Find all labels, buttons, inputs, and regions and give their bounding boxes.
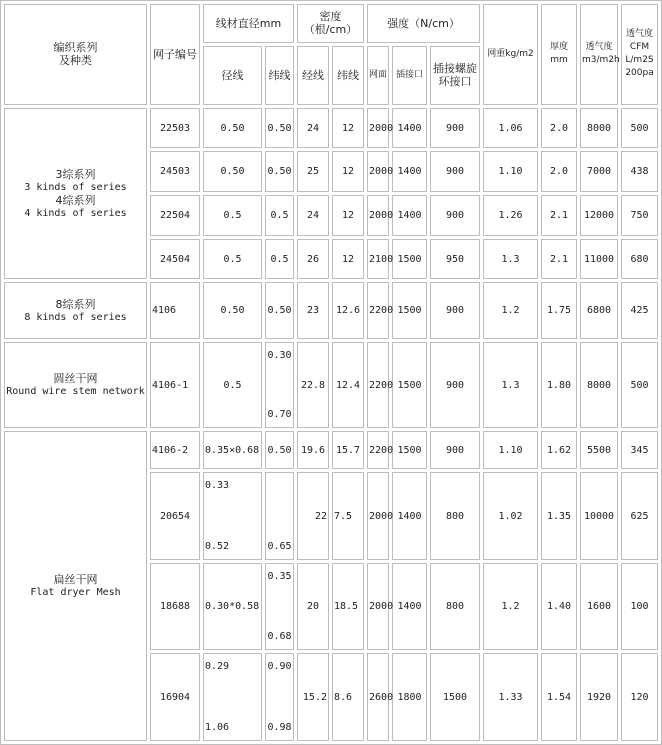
- cell-air: 6800: [580, 282, 618, 339]
- group-label-cn: 圆丝干网: [53, 372, 98, 386]
- cell-cfm: 500: [621, 342, 658, 427]
- cell-strength-joint: 1500: [392, 239, 427, 280]
- group-round-wire: [4, 342, 147, 427]
- cell-warp: 0.30*0.58: [203, 563, 262, 650]
- header-strength-face: 网面: [367, 46, 389, 105]
- cell-weft-a: 0.35: [267, 570, 292, 582]
- cell-density-warp: 20: [297, 563, 329, 650]
- cell-density-warp: 25: [297, 151, 329, 192]
- header-code: 网子编号: [150, 4, 200, 105]
- header-series: 编织系列 及种类: [4, 4, 147, 105]
- cell-strength-spiral: 900: [430, 431, 480, 470]
- cell-thickness: 2.1: [541, 195, 577, 236]
- cell-weft-a: 0.90: [267, 661, 292, 673]
- cell-air: 1600: [580, 563, 618, 650]
- cell-strength-joint: 1400: [392, 151, 427, 192]
- cell-cfm: 625: [621, 472, 658, 559]
- cell-weft-b: 0.68: [267, 631, 292, 643]
- header-density: 密度（根/cm）: [297, 4, 364, 43]
- cell-weight: 1.2: [483, 282, 538, 339]
- group-label-cn: 8综系列: [55, 297, 96, 311]
- cell-weft: 0.50: [265, 151, 294, 192]
- cell-thickness: 2.0: [541, 108, 577, 149]
- header-strength-joint: 插接口: [392, 46, 427, 105]
- table-row: [4, 342, 658, 427]
- cell-density-weft: 7.5: [332, 472, 364, 559]
- cell-density-weft: 12: [332, 151, 364, 192]
- cell-strength-face: 2100: [367, 239, 389, 280]
- group-label-en: 8 kinds of series: [24, 311, 127, 323]
- header-warp-wire: 径线: [203, 46, 262, 105]
- cell-strength-face: 2000: [367, 151, 389, 192]
- cell-warp: 0.5: [203, 342, 262, 427]
- group-label-en: Flat dryer Mesh: [30, 586, 121, 598]
- cell-warp: 0.35×0.68: [203, 431, 262, 470]
- group-label-en: 3 kinds of series: [24, 181, 127, 193]
- cell-strength-spiral: 900: [430, 342, 480, 427]
- group-8-kinds: [4, 282, 147, 339]
- cell-density-warp: 22: [297, 472, 329, 559]
- header-weft-wire: 纬线: [265, 46, 294, 105]
- cell-code: 4106-2: [150, 431, 200, 470]
- cell-weight: 1.33: [483, 653, 538, 741]
- cell-thickness: 2.1: [541, 239, 577, 280]
- cell-weft-pair: [267, 564, 292, 649]
- header-row-1: [4, 4, 658, 43]
- cell-weft-pair: [267, 343, 292, 426]
- cell-strength-joint: 1500: [392, 431, 427, 470]
- cell-air: 12000: [580, 195, 618, 236]
- cell-warp: 0.50: [203, 151, 262, 192]
- cell-warp-pair: [205, 654, 260, 740]
- cell-air: 1920: [580, 653, 618, 741]
- cell-density-warp: 19.6: [297, 431, 329, 470]
- cell-strength-spiral: 950: [430, 239, 480, 280]
- cell-cfm: 425: [621, 282, 658, 339]
- cell-weft: 0.50: [265, 108, 294, 149]
- cell-thickness: 1.35: [541, 472, 577, 559]
- cell-warp: 0.5: [203, 239, 262, 280]
- cell-strength-spiral: 800: [430, 472, 480, 559]
- cell-weight: 1.26: [483, 195, 538, 236]
- cell-code: 18688: [150, 563, 200, 650]
- cell-warp: [203, 653, 262, 741]
- cell-weft: 0.5: [265, 195, 294, 236]
- cell-thickness: 1.54: [541, 653, 577, 741]
- header-air-cfm: 透气度 CFM L/m2S 200pa: [621, 4, 658, 105]
- header-strength: 强度（N/cm）: [367, 4, 480, 43]
- header-weight: 网重kg/m2: [483, 4, 538, 105]
- cell-weft: 0.65: [265, 472, 294, 559]
- cell-strength-joint: 1400: [392, 563, 427, 650]
- cell-cfm: 680: [621, 239, 658, 280]
- group-label-en: Round wire stem network: [6, 386, 145, 398]
- cell-code: 20654: [150, 472, 200, 559]
- cell-thickness: 1.40: [541, 563, 577, 650]
- cell-density-warp: 26: [297, 239, 329, 280]
- cell-density-warp: 24: [297, 108, 329, 149]
- cell-strength-face: 2000: [367, 195, 389, 236]
- group-label-cn: 4综系列: [55, 193, 96, 207]
- cell-strength-spiral: 900: [430, 151, 480, 192]
- cell-density-weft: 12: [332, 195, 364, 236]
- cell-density-warp: 23: [297, 282, 329, 339]
- cell-air: 10000: [580, 472, 618, 559]
- header-strength-spiral: 插接螺旋 环接口: [430, 46, 480, 105]
- cell-density-weft: 12: [332, 239, 364, 280]
- cell-warp: [203, 472, 262, 559]
- cell-strength-spiral: 900: [430, 108, 480, 149]
- cell-weft: 0.50: [265, 282, 294, 339]
- table-row: [4, 431, 658, 470]
- cell-code: 24503: [150, 151, 200, 192]
- cell-code: 4106: [150, 282, 200, 339]
- cell-air: 8000: [580, 342, 618, 427]
- header-density-warp: 经线: [297, 46, 329, 105]
- cell-air: 11000: [580, 239, 618, 280]
- cell-air: 7000: [580, 151, 618, 192]
- cell-density-warp: 24: [297, 195, 329, 236]
- cell-strength-joint: 1400: [392, 195, 427, 236]
- cell-strength-spiral: 800: [430, 563, 480, 650]
- cell-air: 8000: [580, 108, 618, 149]
- cell-strength-joint: 1800: [392, 653, 427, 741]
- cell-cfm: 438: [621, 151, 658, 192]
- cell-density-weft: 12.4: [332, 342, 364, 427]
- cell-strength-face: 2200: [367, 342, 389, 427]
- cell-code: 4106-1: [150, 342, 200, 427]
- group-3-4-kinds: [4, 108, 147, 280]
- cell-density-weft: 8.6: [332, 653, 364, 741]
- cell-code: 22504: [150, 195, 200, 236]
- header-wire-diameter: 线材直径mm: [203, 4, 294, 43]
- group-label-cn: 3综系列: [55, 167, 96, 181]
- cell-thickness: 1.80: [541, 342, 577, 427]
- cell-density-warp: 15.2: [297, 653, 329, 741]
- cell-weft: 0.5: [265, 239, 294, 280]
- cell-weft: [265, 563, 294, 650]
- cell-code: 24504: [150, 239, 200, 280]
- cell-strength-face: 2000: [367, 108, 389, 149]
- cell-weft-pair: [267, 654, 292, 740]
- cell-strength-joint: 1500: [392, 342, 427, 427]
- group-label-cn: 扁丝干网: [53, 572, 98, 586]
- cell-thickness: 2.0: [541, 151, 577, 192]
- cell-code: 22503: [150, 108, 200, 149]
- cell-cfm: 100: [621, 563, 658, 650]
- cell-air: 5500: [580, 431, 618, 470]
- cell-strength-spiral: 900: [430, 195, 480, 236]
- cell-strength-face: 2000: [367, 472, 389, 559]
- cell-warp: 0.5: [203, 195, 262, 236]
- cell-strength-face: 2200: [367, 282, 389, 339]
- cell-density-weft: 12.6: [332, 282, 364, 339]
- cell-weight: 1.10: [483, 151, 538, 192]
- cell-cfm: 500: [621, 108, 658, 149]
- cell-warp-a: 0.29: [205, 661, 230, 673]
- header-air-m3: 透气度 m3/m2h: [580, 4, 618, 105]
- cell-strength-face: 2200: [367, 431, 389, 470]
- cell-weft: 0.50: [265, 431, 294, 470]
- cell-cfm: 345: [621, 431, 658, 470]
- cell-weft: [265, 342, 294, 427]
- cell-density-weft: 12: [332, 108, 364, 149]
- cell-strength-face: 2600: [367, 653, 389, 741]
- cell-weight: 1.02: [483, 472, 538, 559]
- cell-density-weft: 15.7: [332, 431, 364, 470]
- cell-warp-a: 0.33: [205, 480, 230, 492]
- cell-warp-b: 1.06: [205, 722, 230, 733]
- cell-weft-b: 0.70: [267, 408, 292, 420]
- cell-weight: 1.10: [483, 431, 538, 470]
- cell-strength-joint: 1400: [392, 108, 427, 149]
- cell-warp: 0.50: [203, 282, 262, 339]
- cell-density-warp: 22.8: [297, 342, 329, 427]
- cell-cfm: 750: [621, 195, 658, 236]
- cell-weft-b: 0.98: [267, 722, 292, 733]
- header-density-weft: 纬线: [332, 46, 364, 105]
- cell-weight: 1.06: [483, 108, 538, 149]
- cell-weight: 1.2: [483, 563, 538, 650]
- cell-strength-face: 2000: [367, 563, 389, 650]
- group-flat-dryer: [4, 431, 147, 741]
- cell-strength-spiral: 1500: [430, 653, 480, 741]
- cell-warp-pair: [205, 473, 260, 558]
- cell-cfm: 120: [621, 653, 658, 741]
- cell-thickness: 1.62: [541, 431, 577, 470]
- cell-density-weft: 18.5: [332, 563, 364, 650]
- cell-strength-joint: 1500: [392, 282, 427, 339]
- cell-strength-joint: 1400: [392, 472, 427, 559]
- cell-weight: 1.3: [483, 342, 538, 427]
- cell-strength-spiral: 900: [430, 282, 480, 339]
- cell-warp: 0.50: [203, 108, 262, 149]
- table-row: [4, 282, 658, 339]
- cell-code: 16904: [150, 653, 200, 741]
- cell-weft-a: 0.30: [267, 350, 292, 362]
- cell-warp-b: 0.52: [205, 540, 230, 552]
- cell-thickness: 1.75: [541, 282, 577, 339]
- group-label-en: 4 kinds of series: [24, 207, 127, 219]
- table-row: [4, 108, 658, 149]
- cell-weight: 1.3: [483, 239, 538, 280]
- header-thickness: 厚度mm: [541, 4, 577, 105]
- cell-weft: [265, 653, 294, 741]
